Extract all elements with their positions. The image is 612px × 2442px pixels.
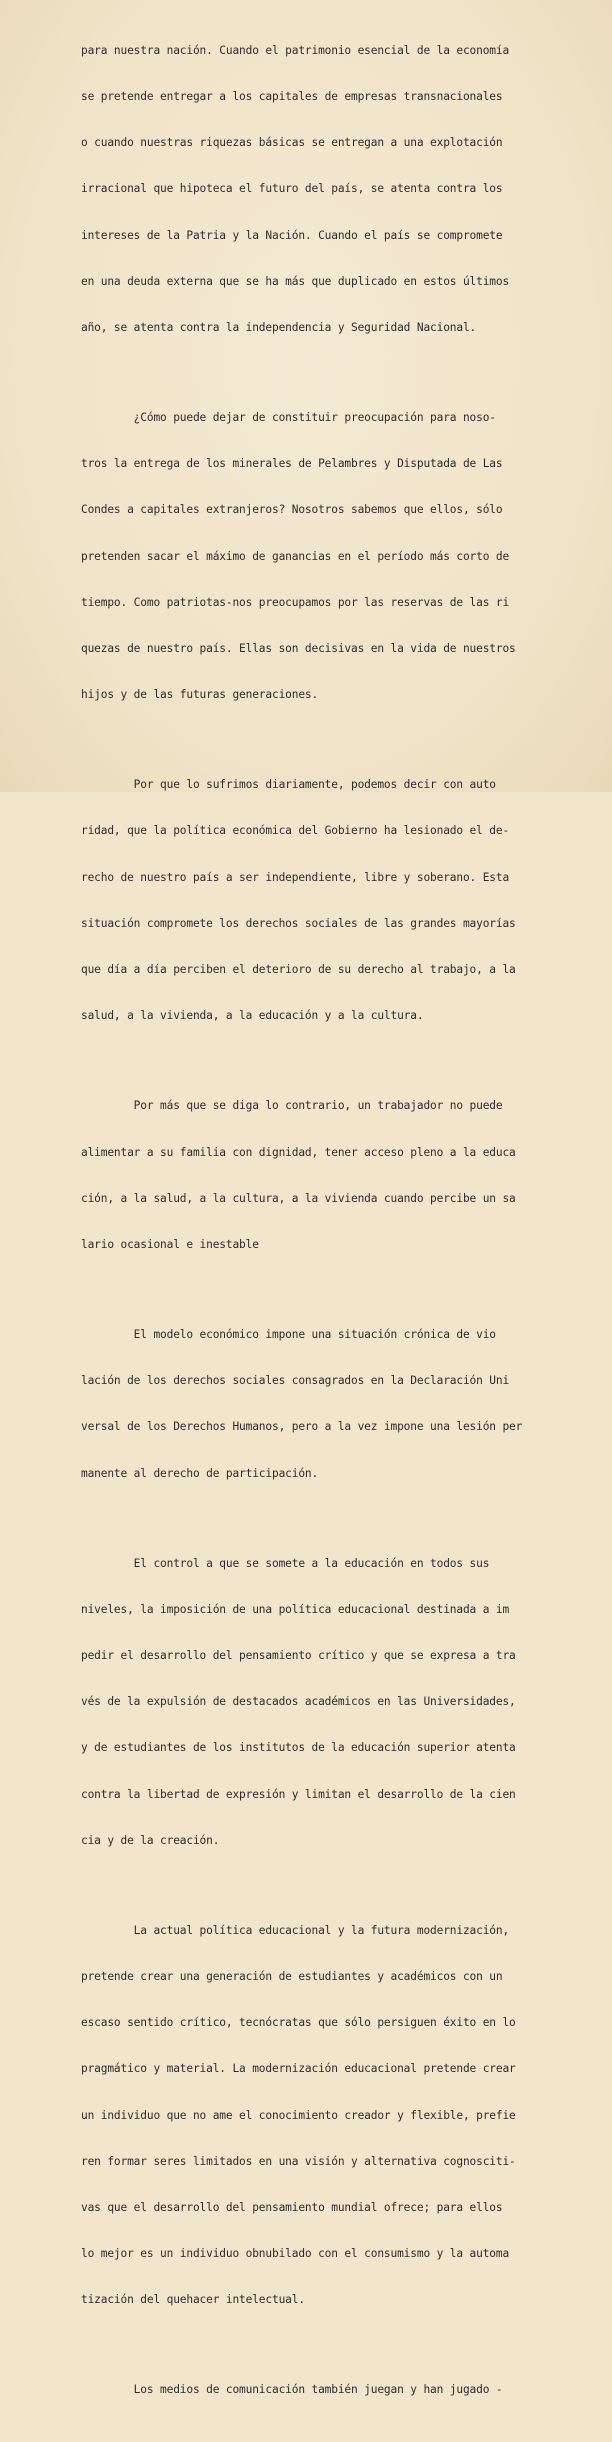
text-line: ción, a la salud, a la cultura, a la vivienda cuando percibe un sa [81,1191,516,1205]
text-line: lario ocasional e inestable [81,1237,259,1251]
text-line: El control a que se somete a la educación en todos sus [81,1556,490,1570]
text-line: que día a día perciben el deterioro de su derecho al trabajo, a la [81,963,516,977]
paragraph-3 [81,746,561,1054]
text-line: alimentar a su familia con dignidad, tener acceso pleno a la educa [81,1145,516,1159]
paragraph-6 [81,1525,561,1879]
text-line: Por que lo sufrimos diariamente, podemos decir con auto [81,778,496,792]
paragraph-1 [81,12,561,366]
text-line: pretenden sacar el máximo de ganancias en el período más corto de [81,549,510,563]
text-line: situación compromete los derechos sociales de las grandes mayorías [81,916,516,930]
text-line: un individuo que no ame el conocimiento creador y flexible, prefie [81,2108,516,2122]
text-line: manente al derecho de participación. [81,1466,319,1480]
document-body [81,12,561,2442]
text-line: La actual política educacional y la futura modernización, [81,1923,510,1937]
text-line: tiempo. Como patriotas-nos preocupamos por las reservas de las ri [81,595,510,609]
text-line: se pretende entregar a los capitales de empresas transnacionales [81,90,503,104]
text-line: para nuestra nación. Cuando el patrimonio esencial de la economía [81,43,510,57]
text-line: irracional que hipoteca el futuro del país, se atenta contra los [81,182,503,196]
text-line: vés de la expulsión de destacados académicos en las Universidades, [81,1695,516,1709]
text-line: intereses de la Patria y la Nación. Cuando el país se compromete [81,228,503,242]
paragraph-8 [81,2352,561,2429]
paragraph-4 [81,1068,561,1284]
text-line: lo mejor es un individuo obnubilado con el consumismo y la automa [81,2247,510,2261]
text-line: Los medios de comunicación también juegan y han jugado - [81,2383,503,2397]
paragraph-5 [81,1296,561,1512]
text-line: ren formar seres limitados en una visión y alternativa cognosciti- [81,2154,516,2168]
text-line: pragmático y material. La modernización educacional pretende crear [81,2062,516,2076]
text-line: versal de los Derechos Humanos, pero a la vez impone una lesión per [81,1420,523,1434]
text-line: salud, a la vivienda, a la educación y a la cultura. [81,1009,424,1023]
text-line: hijos y de las futuras generaciones. [81,688,319,702]
text-line: Condes a capitales extranjeros? Nosotros sabemos que ellos, sólo [81,503,503,517]
text-line: El modelo económico impone una situación crónica de vio [81,1327,496,1341]
text-line: Por más que se diga lo contrario, un trabajador no puede [81,1099,503,1113]
text-line: quezas de nuestro país. Ellas son decisivas en la vida de nuestros [81,642,516,656]
text-line: contra la libertad de expresión y limitan el desarrollo de la cien [81,1787,516,1801]
text-line: año, se atenta contra la independencia y Seguridad Nacional. [81,321,477,335]
text-line: ¿Cómo puede dejar de constituir preocupación para noso- [81,411,496,425]
text-line: escaso sentido crítico, tecnócratas que sólo persiguen éxito en lo [81,2016,516,2030]
text-line: recho de nuestro país a ser independiente, libre y soberano. Esta [81,870,510,884]
text-line: en una deuda externa que se ha más que duplicado en estos últimos [81,274,510,288]
paragraph-7 [81,1892,561,2339]
text-line: o cuando nuestras riquezas básicas se entregan a una explotación [81,136,503,150]
text-line: pedir el desarrollo del pensamiento crítico y que se expresa a tra [81,1648,516,1662]
text-line: lación de los derechos sociales consagrados en la Declaración Uni [81,1374,510,1388]
text-line: y de estudiantes de los institutos de la educación superior atenta [81,1741,516,1755]
text-line: cia y de la creación. [81,1833,220,1847]
text-line: tización del quehacer intelectual. [81,2293,305,2307]
paragraph-2 [81,379,561,733]
text-line: tros la entrega de los minerales de Pelambres y Disputada de Las [81,457,503,471]
text-line: ridad, que la política económica del Gobierno ha lesionado el de- [81,824,510,838]
text-line: vas que el desarrollo del pensamiento mundial ofrece; para ellos [81,2201,503,2215]
text-line: niveles, la imposición de una política educacional destinada a im [81,1602,510,1616]
text-line: pretende crear una generación de estudiantes y académicos con un [81,1970,503,1983]
